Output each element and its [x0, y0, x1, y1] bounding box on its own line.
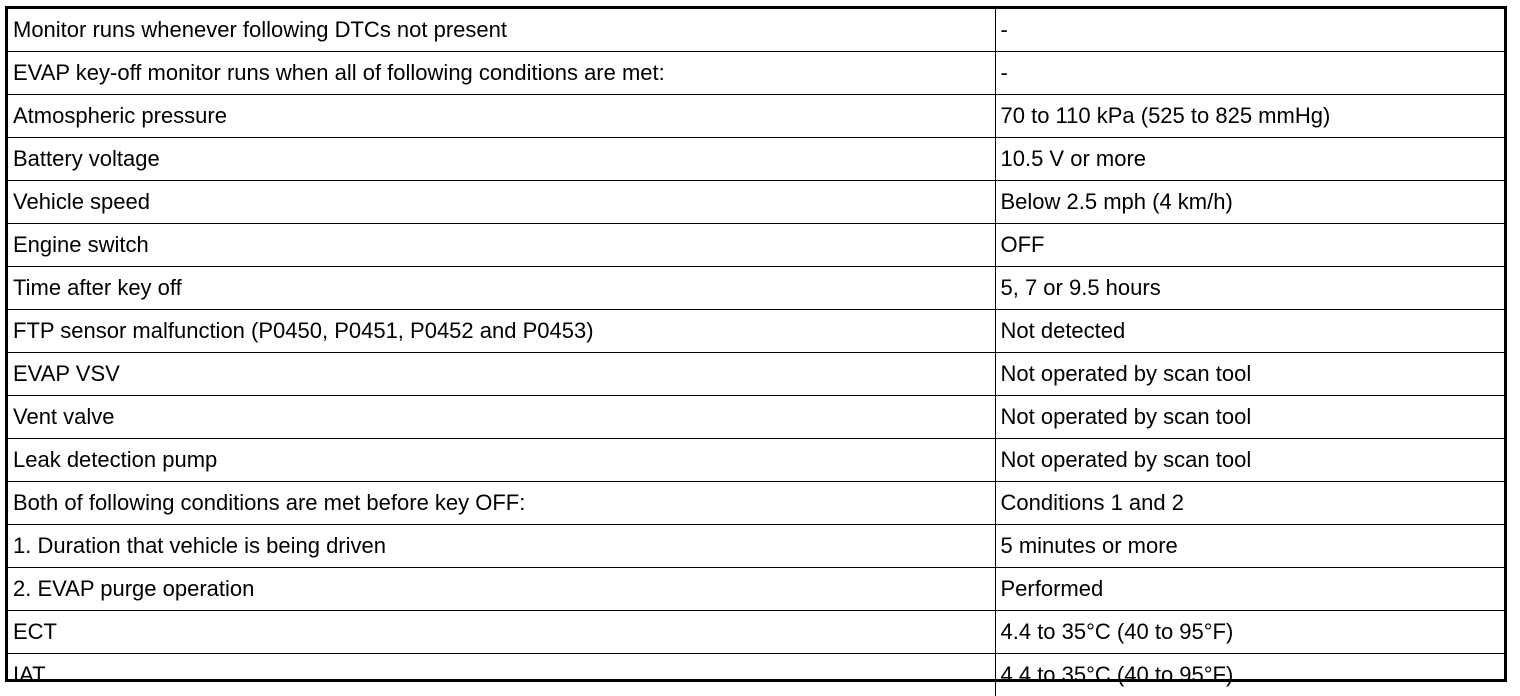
table-row — [8, 525, 1504, 568]
table-row — [8, 353, 1504, 396]
condition-cell: 1. Duration that vehicle is being driven — [8, 525, 995, 568]
conditions-table-frame — [5, 6, 1507, 682]
value-cell: - — [995, 9, 1504, 52]
table-row — [8, 267, 1504, 310]
condition-cell: FTP sensor malfunction (P0450, P0451, P0452 and P0453) — [8, 310, 995, 353]
table-row — [8, 439, 1504, 482]
table-row — [8, 611, 1504, 654]
condition-cell: EVAP VSV — [8, 353, 995, 396]
value-cell: Performed — [995, 568, 1504, 611]
table-row — [8, 9, 1504, 52]
table-row — [8, 224, 1504, 267]
condition-cell: Monitor runs whenever following DTCs not present — [8, 9, 995, 52]
table-row — [8, 310, 1504, 353]
value-cell: 4.4 to 35°C (40 to 95°F) — [995, 611, 1504, 654]
value-cell: 5, 7 or 9.5 hours — [995, 267, 1504, 310]
condition-cell: IAT — [8, 654, 995, 696]
value-cell: 70 to 110 kPa (525 to 825 mmHg) — [995, 95, 1504, 138]
table-row — [8, 52, 1504, 95]
condition-cell: ECT — [8, 611, 995, 654]
value-cell: Not operated by scan tool — [995, 353, 1504, 396]
condition-cell: Vehicle speed — [8, 181, 995, 224]
value-cell: Below 2.5 mph (4 km/h) — [995, 181, 1504, 224]
table-row — [8, 482, 1504, 525]
value-cell: 5 minutes or more — [995, 525, 1504, 568]
condition-cell: Vent valve — [8, 396, 995, 439]
condition-cell: Both of following conditions are met before key OFF: — [8, 482, 995, 525]
condition-cell: Engine switch — [8, 224, 995, 267]
value-cell: Not operated by scan tool — [995, 396, 1504, 439]
table-row — [8, 396, 1504, 439]
condition-cell: Atmospheric pressure — [8, 95, 995, 138]
monitor-conditions-table — [8, 9, 1504, 696]
value-cell: Conditions 1 and 2 — [995, 482, 1504, 525]
condition-cell: Battery voltage — [8, 138, 995, 181]
condition-cell: Time after key off — [8, 267, 995, 310]
value-cell: Not operated by scan tool — [995, 439, 1504, 482]
table-row — [8, 568, 1504, 611]
table-row — [8, 138, 1504, 181]
table-body — [8, 9, 1504, 696]
value-cell: 10.5 V or more — [995, 138, 1504, 181]
value-cell: - — [995, 52, 1504, 95]
table-row — [8, 95, 1504, 138]
value-cell: Not detected — [995, 310, 1504, 353]
condition-cell: 2. EVAP purge operation — [8, 568, 995, 611]
condition-cell: Leak detection pump — [8, 439, 995, 482]
table-row — [8, 181, 1504, 224]
value-cell: OFF — [995, 224, 1504, 267]
value-cell: 4.4 to 35°C (40 to 95°F) — [995, 654, 1504, 696]
condition-cell: EVAP key-off monitor runs when all of following conditions are met: — [8, 52, 995, 95]
